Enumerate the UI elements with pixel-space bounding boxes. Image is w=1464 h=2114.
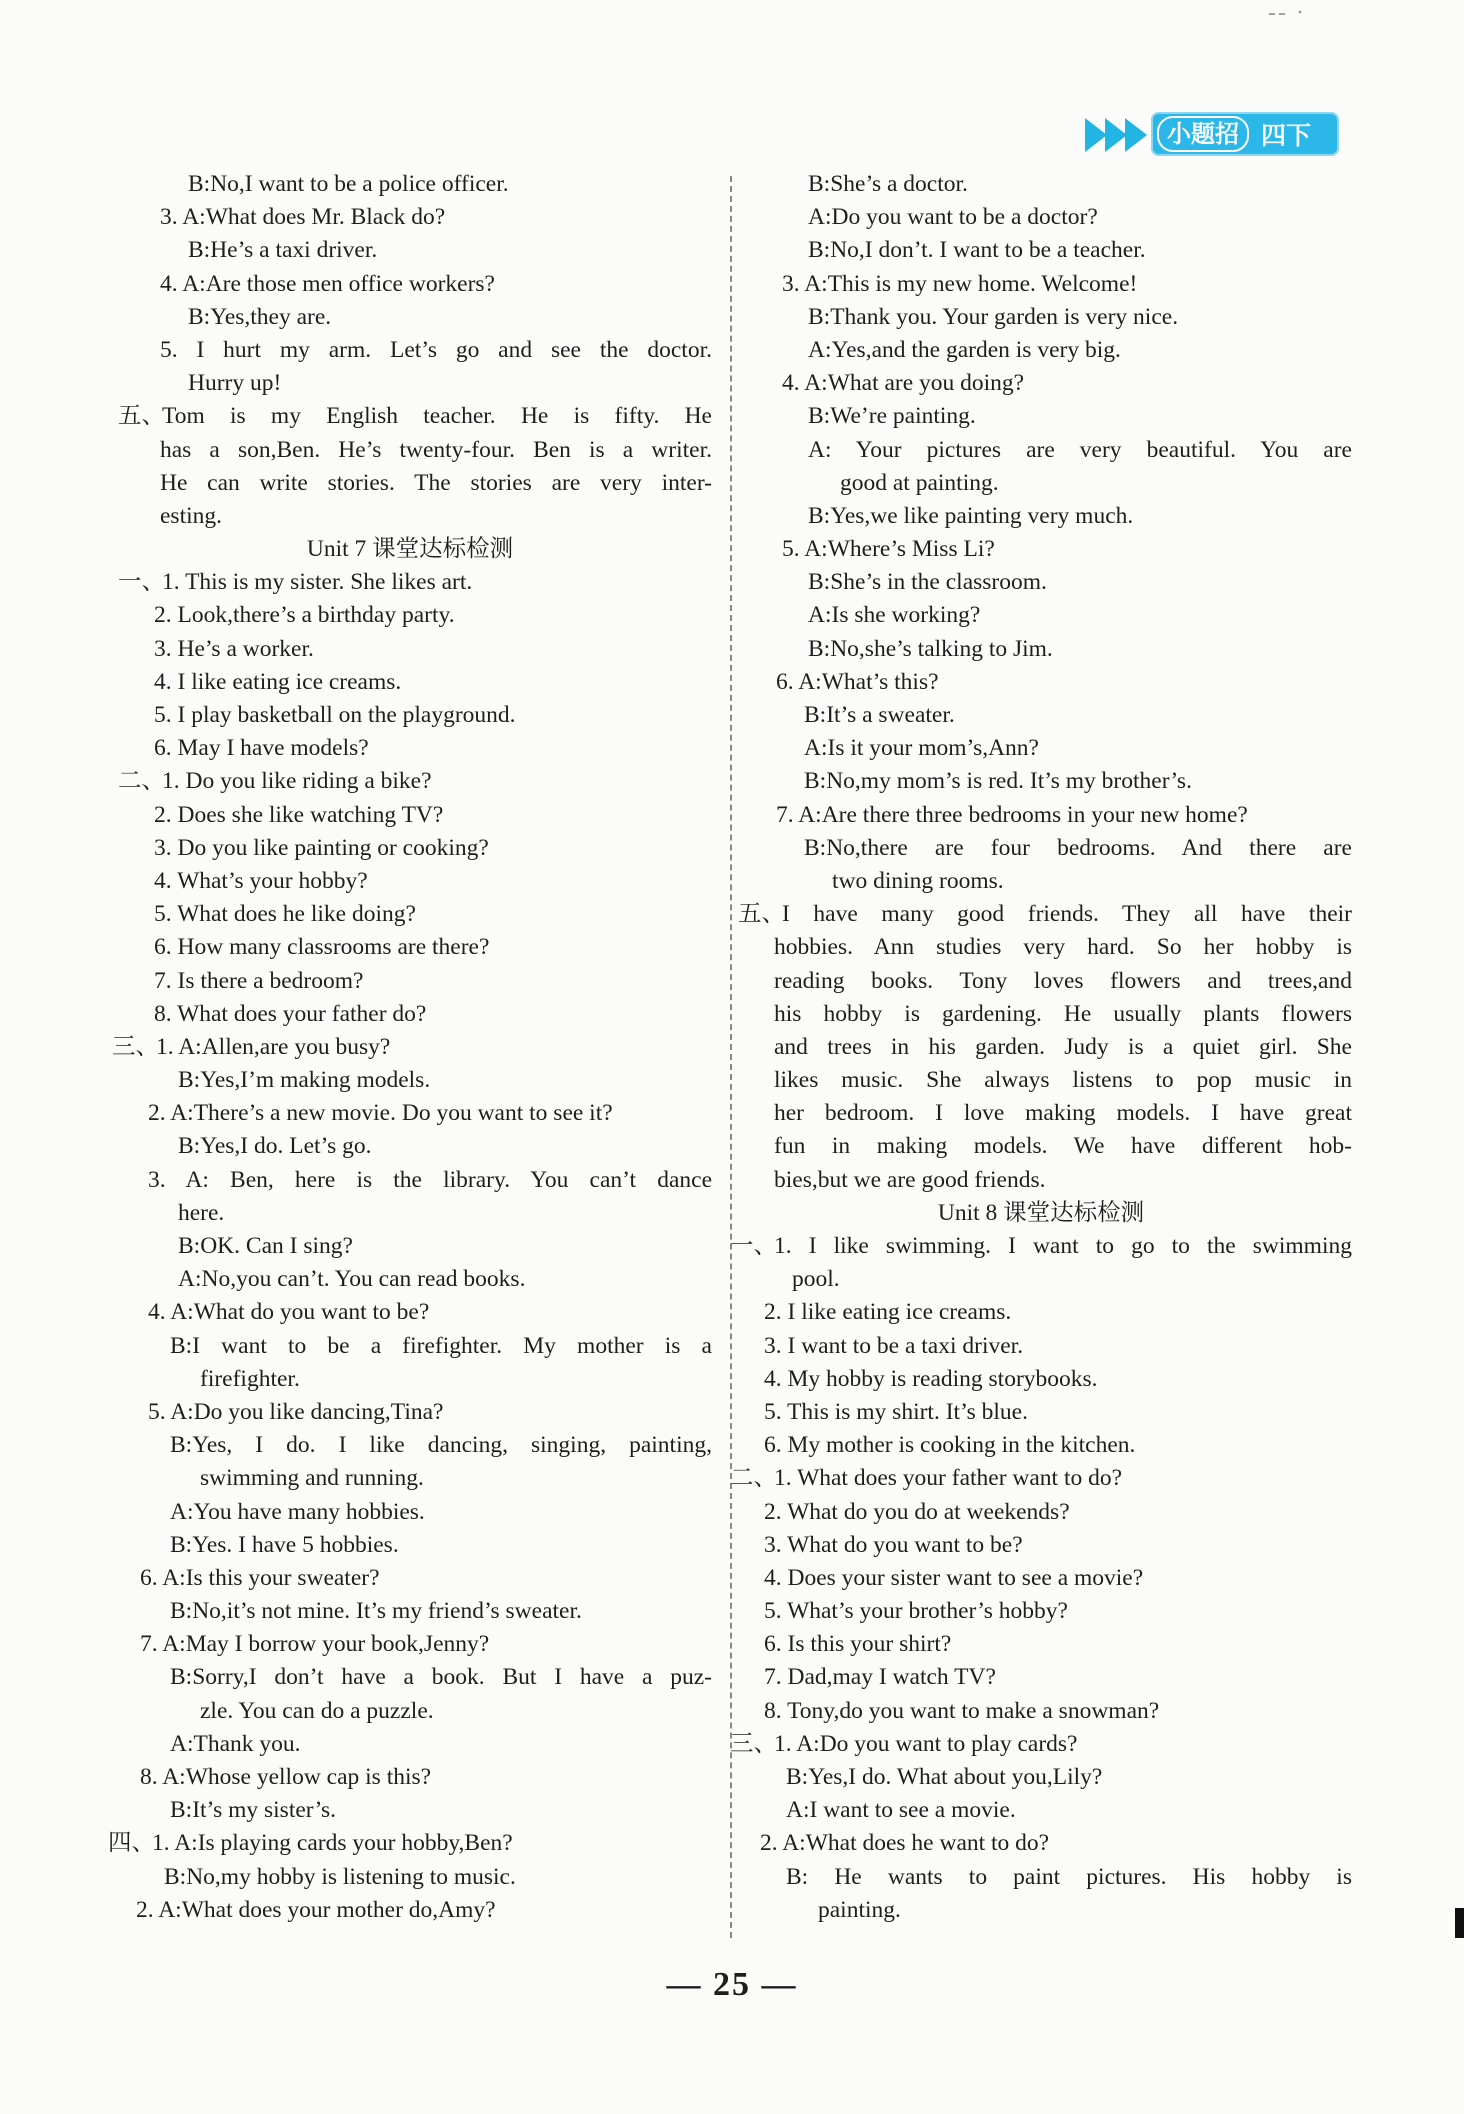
line-text: B:No,it’s not mine. It’s my friend’s sweater.: [170, 1598, 582, 1625]
answer-line: [730, 1628, 1352, 1661]
answer-line: [730, 566, 1352, 599]
answer-line: [730, 400, 1352, 433]
answer-line: [108, 334, 712, 367]
answer-line: [108, 434, 712, 467]
answer-line: [730, 1761, 1352, 1794]
answer-line: [108, 865, 712, 898]
answer-line: [108, 1695, 712, 1728]
answer-line: [108, 732, 712, 765]
line-text: painting.: [818, 1896, 901, 1923]
line-text: 8. Tony,do you want to make a snowman?: [764, 1697, 1160, 1724]
answer-line: [730, 1296, 1352, 1329]
answer-line: [730, 1595, 1352, 1628]
line-text: firefighter.: [200, 1365, 300, 1392]
line-text: B:We’re painting.: [808, 403, 976, 430]
line-text: 7. A:May I borrow your book,Jenny?: [140, 1631, 490, 1658]
answer-line: [108, 1130, 712, 1163]
line-text: 8. A:Whose yellow cap is this?: [140, 1764, 432, 1790]
line-text: A:No,you can’t. You can read books.: [178, 1266, 526, 1293]
line-text: 1. What does your father want to do?: [774, 1465, 1123, 1492]
line-text: 8. What does your father do?: [154, 1000, 427, 1027]
line-text: B:No,I don’t. I want to be a teacher.: [808, 237, 1146, 264]
line-text: good at painting.: [840, 469, 999, 496]
answer-line: [730, 1263, 1352, 1296]
answer-line: [730, 1396, 1352, 1429]
answer-line: [108, 1496, 712, 1529]
answer-line: [730, 201, 1352, 234]
answer-line: [730, 1794, 1352, 1827]
line-text: A: Your pictures are very beautiful. You are: [808, 436, 1352, 463]
answer-line: [730, 998, 1352, 1031]
line-text: 6. My mother is cooking in the kitchen.: [764, 1432, 1136, 1459]
line-text: 1. A:Do you want to play cards?: [774, 1730, 1078, 1757]
section-number: 一、: [118, 569, 165, 596]
line-text: B:Thank you. Your garden is very nice.: [808, 303, 1179, 330]
answer-line: [108, 1164, 712, 1197]
line-text: B:No,she’s talking to Jim.: [808, 635, 1053, 662]
answer-line: [730, 931, 1352, 964]
line-text: 4. A:Are those men office workers?: [160, 270, 495, 297]
answer-line: [108, 1628, 712, 1661]
line-text: 4. A:What do you want to be?: [148, 1299, 430, 1326]
line-text: B:It’s a sweater.: [804, 702, 955, 728]
line-text: 4. A:What are you doing?: [782, 370, 1025, 397]
grade-label: 四下: [1261, 121, 1312, 150]
answer-line: [108, 500, 712, 533]
line-text: B:No,my hobby is listening to music.: [164, 1863, 516, 1890]
line-text: zle. You can do a puzzle.: [200, 1697, 434, 1724]
line-text: esting.: [160, 502, 223, 529]
answer-line: [730, 732, 1352, 765]
section-number: 三、: [112, 1033, 159, 1060]
line-text: 6. Is this your shirt?: [764, 1631, 952, 1658]
line-text: A:Is it your mom’s,Ann?: [804, 735, 1039, 762]
answer-line: [108, 467, 712, 500]
line-text: 3. I want to be a taxi driver.: [764, 1332, 1024, 1359]
answer-line: [730, 168, 1352, 201]
answer-line: [730, 1230, 1352, 1263]
answer-line: [108, 234, 712, 267]
line-text: 3. Do you like painting or cooking?: [154, 834, 489, 861]
answer-line: [730, 1064, 1352, 1097]
line-text: 2. What do you do at weekends?: [764, 1498, 1070, 1525]
line-text: B:Sorry,I don’t have a book. But I have a puz-: [170, 1664, 712, 1691]
answer-line: [108, 1661, 712, 1694]
line-text: B:No,my mom’s is red. It’s my brother’s.: [804, 768, 1192, 795]
answer-line: [730, 799, 1352, 832]
answer-line: [730, 965, 1352, 998]
line-text: 1. This is my sister. She likes art.: [162, 569, 473, 596]
answer-line: [730, 1130, 1352, 1163]
answer-line: [730, 467, 1352, 500]
answer-line: [730, 1429, 1352, 1462]
line-text: A:Do you want to be a doctor?: [808, 204, 1098, 231]
answer-line: [108, 1031, 712, 1064]
line-text: B:Yes,I’m making models.: [178, 1067, 431, 1094]
line-text: Tom is my English teacher. He is fifty. He: [162, 403, 712, 430]
answer-line: [730, 268, 1352, 301]
line-text: Unit 8 课堂达标检测: [937, 1199, 1145, 1226]
answer-line: [108, 998, 712, 1031]
section-title: [108, 533, 712, 566]
answer-line: [108, 1562, 712, 1595]
line-text: 3. What do you want to be?: [764, 1531, 1023, 1558]
answer-line: [108, 1429, 712, 1462]
line-text: He can write stories. The stories are very inter-: [160, 469, 712, 496]
answer-line: [108, 1230, 712, 1263]
answer-line: [730, 666, 1352, 699]
line-text: her bedroom. I love making models. I have great: [774, 1100, 1352, 1127]
answer-line: [730, 633, 1352, 666]
answer-line: [730, 1330, 1352, 1363]
line-text: 6. A:Is this your sweater?: [140, 1564, 380, 1591]
line-text: A:Thank you.: [170, 1730, 301, 1757]
answer-line: [108, 1263, 712, 1296]
answer-line: [108, 1728, 712, 1761]
line-text: 5. A:Do you like dancing,Tina?: [148, 1398, 444, 1425]
answer-line: [108, 1827, 712, 1860]
line-text: pool.: [792, 1266, 840, 1293]
answer-line: [730, 1894, 1352, 1927]
answer-line: [108, 1097, 712, 1130]
line-text: 7. Dad,may I watch TV?: [764, 1664, 996, 1691]
line-text: A:You have many hobbies.: [170, 1498, 425, 1525]
answer-line: [730, 1861, 1352, 1894]
line-text: 1. A:Is playing cards your hobby,Ben?: [152, 1830, 513, 1857]
answer-line: [730, 832, 1352, 865]
line-text: 3. A: Ben, here is the library. You can’t dance: [148, 1166, 712, 1193]
line-text: 6. How many classrooms are there?: [154, 934, 490, 961]
edge-mark: [1455, 1908, 1464, 1938]
answer-line: [108, 367, 712, 400]
answer-line: [108, 201, 712, 234]
section-number: 一、: [730, 1233, 777, 1259]
line-text: B:No,there are four bedrooms. And there are: [804, 834, 1352, 861]
section-number: 五、: [118, 403, 165, 430]
line-text: A:I want to see a movie.: [786, 1797, 1016, 1824]
line-text: I have many good friends. They all have their: [782, 901, 1352, 928]
answer-line: [108, 1894, 712, 1927]
line-text: 5. What does he like doing?: [154, 901, 416, 928]
answer-line: [108, 1296, 712, 1329]
line-text: B:Yes. I have 5 hobbies.: [170, 1531, 399, 1558]
line-text: has a son,Ben. He’s twenty-four. Ben is a writer.: [160, 436, 712, 463]
answer-line: [108, 633, 712, 666]
answer-line: [730, 334, 1352, 367]
answer-line: [108, 566, 712, 599]
line-text: 4. I like eating ice creams.: [154, 668, 402, 695]
line-text: Unit 7 课堂达标检测: [306, 536, 514, 563]
line-text: B:Yes, I do. I like dancing, singing, painting,: [170, 1432, 712, 1459]
answer-line: [108, 1794, 712, 1827]
answer-line: [108, 799, 712, 832]
line-text: B:No,I want to be a police officer.: [188, 171, 509, 197]
answer-line: [730, 898, 1352, 931]
answer-line: [108, 1861, 712, 1894]
answer-line: [108, 1595, 712, 1628]
line-text: and trees in his garden. Judy is a quiet girl. She: [774, 1033, 1352, 1060]
line-text: 1. Do you like riding a bike?: [162, 768, 432, 795]
answer-line: [730, 367, 1352, 400]
section-number: 五、: [738, 901, 785, 928]
answer-line: [108, 965, 712, 998]
line-text: A:Yes,and the garden is very big.: [808, 336, 1121, 363]
section-number: 四、: [108, 1830, 155, 1857]
answer-line: [730, 1728, 1352, 1761]
line-text: A:Is she working?: [808, 602, 981, 629]
answer-line: [730, 1363, 1352, 1396]
top-corner-mark: -- ·: [1268, 0, 1306, 26]
answer-line: [108, 168, 712, 201]
line-text: B:Yes,I do. Let’s go.: [178, 1133, 372, 1160]
line-text: fun in making models. We have different hob-: [774, 1133, 1352, 1160]
answer-line: [108, 599, 712, 632]
answer-line: [108, 1330, 712, 1363]
left-column: [108, 168, 712, 1927]
line-text: 5. A:Where’s Miss Li?: [782, 536, 995, 563]
line-text: hobbies. Ann studies very hard. So her hobby is: [774, 934, 1352, 961]
answer-line: [108, 301, 712, 334]
answer-line: [730, 234, 1352, 267]
answer-line: [730, 301, 1352, 334]
answer-line: [730, 1827, 1352, 1860]
line-text: 5. What’s your brother’s hobby?: [764, 1598, 1068, 1625]
line-text: 6. May I have models?: [154, 735, 369, 762]
header-badge: [1085, 112, 1342, 158]
line-text: Hurry up!: [188, 370, 282, 397]
answer-line: [730, 1164, 1352, 1197]
page-number: — 25 —: [666, 1966, 798, 2003]
line-text: B:Yes,they are.: [188, 303, 332, 330]
line-text: B:I want to be a firefighter. My mother is a: [170, 1332, 712, 1359]
answer-line: [108, 400, 712, 433]
answer-line: [730, 1031, 1352, 1064]
line-text: 4. What’s your hobby?: [154, 867, 368, 894]
answer-line: [108, 1396, 712, 1429]
answer-line: [108, 1363, 712, 1396]
line-text: B:He’s a taxi driver.: [188, 237, 378, 264]
line-text: B: He wants to paint pictures. His hobby is: [786, 1863, 1352, 1890]
answer-line: [108, 1761, 712, 1794]
answer-line: [730, 434, 1352, 467]
line-text: 4. My hobby is reading storybooks.: [764, 1365, 1098, 1392]
line-text: B:She’s in the classroom.: [808, 569, 1047, 596]
line-text: 2. Does she like watching TV?: [154, 801, 444, 828]
answer-line: [730, 865, 1352, 898]
line-text: likes music. She always listens to pop music in: [774, 1067, 1352, 1094]
line-text: 1. I like swimming. I want to go to the swimming: [774, 1233, 1352, 1259]
answer-line: [108, 832, 712, 865]
double-arrow-icon: [1085, 118, 1151, 152]
section-number: 二、: [730, 1465, 777, 1492]
answer-line: [730, 699, 1352, 732]
line-text: 2. A:What does your mother do,Amy?: [136, 1896, 496, 1923]
line-text: 3. A:What does Mr. Black do?: [160, 204, 446, 231]
answer-line: [108, 699, 712, 732]
answer-line: [730, 1661, 1352, 1694]
series-name: 小题招: [1157, 116, 1249, 152]
line-text: 7. A:Are there three bedrooms in your new home?: [776, 801, 1248, 828]
line-text: two dining rooms.: [832, 867, 1004, 894]
answer-line: [108, 1462, 712, 1495]
line-text: B:Yes,I do. What about you,Lily?: [786, 1764, 1103, 1790]
line-text: here.: [178, 1199, 225, 1226]
line-text: bies,but we are good friends.: [774, 1166, 1046, 1193]
line-text: 7. Is there a bedroom?: [154, 967, 364, 994]
line-text: 5. This is my shirt. It’s blue.: [764, 1398, 1028, 1425]
answer-line: [108, 1197, 712, 1230]
answer-line: [730, 1695, 1352, 1728]
answer-line: [730, 1496, 1352, 1529]
answer-line: [108, 268, 712, 301]
line-text: 3. He’s a worker.: [154, 635, 314, 662]
line-text: his hobby is gardening. He usually plants flowers: [774, 1000, 1352, 1027]
line-text: 5. I hurt my arm. Let’s go and see the doctor.: [160, 336, 712, 363]
line-text: B:She’s a doctor.: [808, 171, 968, 197]
answer-line: [108, 931, 712, 964]
answer-line: [108, 1064, 712, 1097]
line-text: B:It’s my sister’s.: [170, 1797, 337, 1824]
line-text: 2. Look,there’s a birthday party.: [154, 602, 455, 629]
line-text: 3. A:This is my new home. Welcome!: [782, 270, 1138, 297]
line-text: 2. A:What does he want to do?: [760, 1830, 1050, 1857]
answer-line: [108, 765, 712, 798]
series-badge: [1151, 112, 1339, 156]
line-text: reading books. Tony loves flowers and trees,and: [774, 967, 1352, 994]
answer-line: [730, 599, 1352, 632]
answer-line: [730, 765, 1352, 798]
section-number: 三、: [730, 1730, 777, 1757]
line-text: 2. A:There’s a new movie. Do you want to see it?: [148, 1100, 613, 1127]
line-text: swimming and running.: [200, 1465, 424, 1492]
line-text: 6. A:What’s this?: [776, 668, 939, 695]
line-text: 2. I like eating ice creams.: [764, 1299, 1012, 1326]
answer-line: [730, 1562, 1352, 1595]
line-text: 1. A:Allen,are you busy?: [156, 1033, 391, 1060]
line-text: 5. I play basketball on the playground.: [154, 702, 516, 728]
section-number: 二、: [118, 768, 165, 795]
answer-line: [108, 666, 712, 699]
line-text: B:Yes,we like painting very much.: [808, 502, 1134, 529]
right-column: [730, 168, 1352, 1927]
section-title: [730, 1197, 1352, 1230]
answer-line: [730, 1097, 1352, 1130]
answer-line: [108, 1529, 712, 1562]
answer-line: [730, 1462, 1352, 1495]
answer-line: [730, 500, 1352, 533]
answer-line: [730, 1529, 1352, 1562]
line-text: 4. Does your sister want to see a movie?: [764, 1564, 1144, 1591]
answer-line: [108, 898, 712, 931]
answer-line: [730, 533, 1352, 566]
line-text: B:OK. Can I sing?: [178, 1233, 353, 1259]
